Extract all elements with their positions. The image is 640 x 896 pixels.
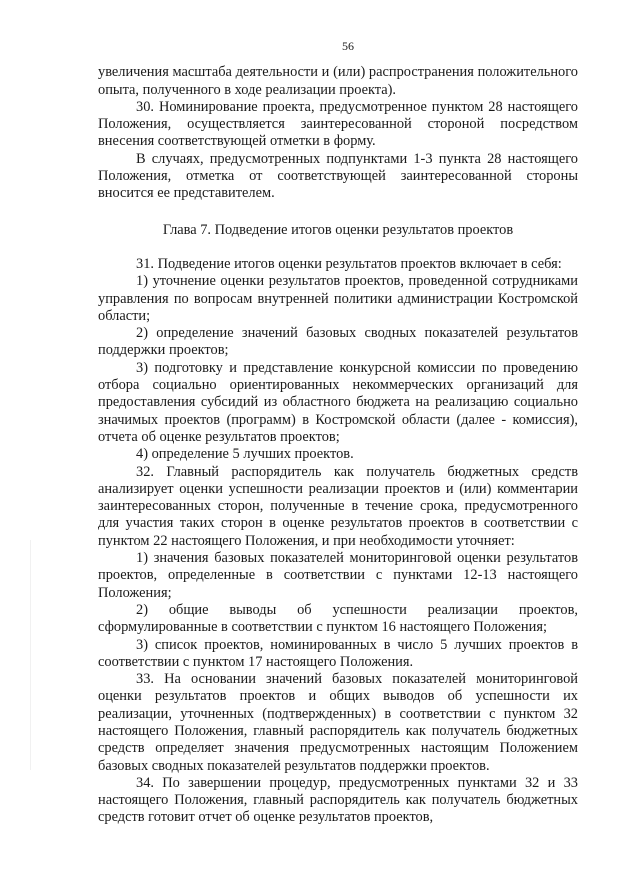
paragraph-item-31: 31. Подведение итогов оценки результатов проектов включает в себя: bbox=[136, 255, 562, 272]
paragraph-item-33: 33. На основании значений базовых показателей мониторинговой оценки результатов проектов и общих выводов об успешности их реализации, уточненных (подтвержденных) в соответствии с пунктом 32 настоящего Положения, главный распорядитель как получатель бюджетных средств определяет значения предусмотренных настоящим Положением базовых сводных показателей результатов поддержки проектов. bbox=[98, 671, 578, 774]
paragraph-nomination-cases: В случаях, предусмотренных подпунктами 1-3 пункта 28 настоящего Положения, отметка от соответствующей заинтересованной стороны вносится ее представителем. bbox=[98, 150, 578, 202]
subitem-32-1: 1) значения базовых показателей мониторинговой оценки результатов проектов, определенные в соответствии с пунктами 12-13 настоящего Положения; bbox=[98, 550, 578, 601]
scan-edge-artifact bbox=[30, 540, 31, 770]
paragraph-item-34: 34. По завершении процедур, предусмотренных пунктами 32 и 33 настоящего Положения, главный распорядитель как получатель бюджетных средств готовит отчет об оценке результатов проектов, bbox=[98, 774, 578, 826]
subitem-31-3: 3) подготовку и представление конкурсной комиссии по проведению отбора социально ориентированных некоммерческих организаций для предоставления субсидий из областного бюджета на реализацию социально значимых проектов (программ) в Костромской области (далее - комиссия), отчета об оценке результатов проектов; bbox=[98, 359, 578, 445]
subitem-31-2: 2) определение значений базовых сводных показателей результатов поддержки проектов; bbox=[98, 325, 578, 359]
paragraph-continuation: увеличения масштаба деятельности и (или) распространения положительного опыта, полученного в ходе реализации проекта). bbox=[98, 64, 578, 98]
subitem-32-2: 2) общие выводы об успешности реализации проектов, сформулированные в соответствии с пунктом 16 настоящего Положения; bbox=[98, 601, 578, 636]
page-number: 56 bbox=[342, 39, 354, 53]
chapter-heading: Глава 7. Подведение итогов оценки результатов проектов bbox=[162, 221, 514, 238]
subitem-31-4: 4) определение 5 лучших проектов. bbox=[136, 446, 354, 463]
paragraph-item-30: 30. Номинирование проекта, предусмотренное пунктом 28 настоящего Положения, осуществляется заинтересованной стороной посредством внесения соответствующей отметки в форму. bbox=[98, 98, 578, 150]
paragraph-item-32: 32. Главный распорядитель как получатель бюджетных средств анализирует оценки успешности реализации проектов и (или) комментарии заинтересованных сторон, полученные в течение срока, предусмотренного для участия таких сторон в оценке результатов проектов в соответствии с пунктом 22 настоящего Положения, и при необходимости уточняет: bbox=[98, 463, 578, 549]
subitem-31-1: 1) уточнение оценки результатов проектов, проведенной сотрудниками управления по вопросам внутренней политики администрации Костромской области; bbox=[98, 273, 578, 324]
subitem-32-3: 3) список проектов, номинированных в число 5 лучших проектов в соответствии с пунктом 17 настоящего Положения. bbox=[98, 636, 578, 670]
